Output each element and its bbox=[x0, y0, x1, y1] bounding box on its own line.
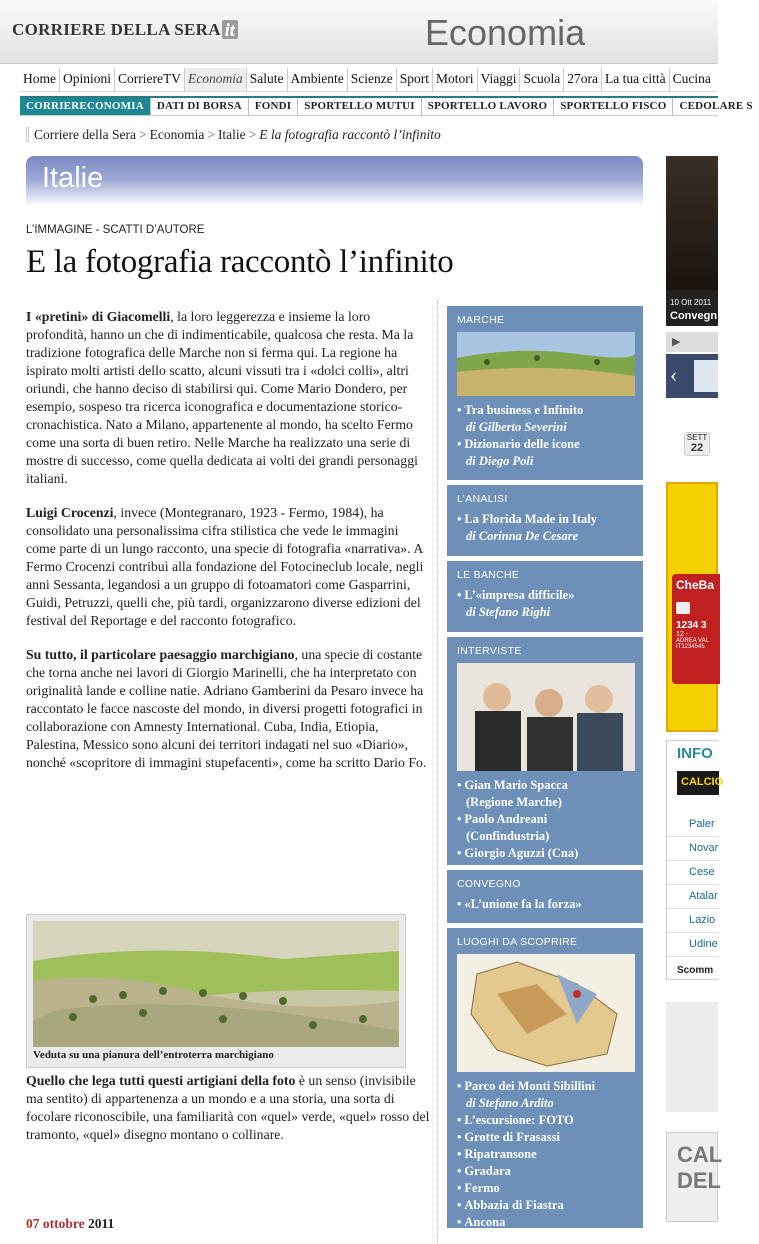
box-title: L’ANALISI bbox=[457, 493, 508, 505]
paragraph-2 bbox=[26, 504, 431, 630]
calcio-tab[interactable]: CALCIO bbox=[677, 771, 719, 795]
breadcrumb-economia[interactable]: Economia bbox=[149, 127, 205, 142]
lead-bold: Su tutto, il particolare paesaggio marchigiano bbox=[26, 647, 295, 662]
article-photo bbox=[26, 914, 406, 1068]
box-title: LE BANCHE bbox=[457, 569, 520, 581]
sidebar-box-interviste bbox=[447, 637, 643, 865]
breadcrumb-current: E la fotografia raccontò l’infinito bbox=[259, 127, 441, 142]
bullet: • bbox=[457, 437, 462, 451]
teams-list bbox=[667, 813, 719, 957]
nav-item-ambiente[interactable]: Ambiente bbox=[287, 68, 347, 91]
team-row[interactable]: Lazio bbox=[667, 909, 719, 933]
sidebar-link[interactable] bbox=[457, 1112, 633, 1129]
link-label: Tra business e Infinito bbox=[464, 403, 584, 417]
link-author[interactable]: di Stefano Ardito bbox=[466, 1096, 554, 1110]
lead-bold: Luigi Crocenzi bbox=[26, 505, 114, 520]
article-body bbox=[26, 308, 431, 788]
link-label: L’escursione: FOTO bbox=[464, 1113, 574, 1127]
landscape-image bbox=[33, 921, 399, 1047]
box-title: MARCHE bbox=[457, 314, 505, 326]
breadcrumb-italie[interactable]: Italie bbox=[217, 127, 246, 142]
banner-text-2: DEL bbox=[677, 1168, 721, 1193]
banner-title: Italie bbox=[42, 162, 104, 194]
banner-text-1: CAL bbox=[677, 1142, 723, 1167]
sidebar-box-convegno bbox=[447, 870, 643, 923]
paragraph-text: , invece (Montegranaro, 1923 - Fermo, 1984), ha consolidato una personalissima cifra stilistica che vede le immagini come parte di un lungo racconto, una specie di fotografia «narrativa». A Fermo Crocenzi contribuì alla fondazione del Fotocineclub locale, negli anni Sessanta, legandosi a un gruppo di fotoamatori come Gasparrini, Guidi, Petruzzi, quelli che, più tardi, organizzarono diverse edizioni del festival del Reportage e del racconto fotografico. bbox=[26, 505, 424, 628]
link-label: Gradara bbox=[464, 1164, 511, 1178]
link-label: Fermo bbox=[464, 1181, 500, 1195]
sidebar-link[interactable] bbox=[457, 1163, 633, 1180]
team-row[interactable]: Novar bbox=[667, 837, 719, 861]
lead-bold: Quello che lega tutti questi artigiani della foto bbox=[26, 1073, 296, 1088]
sidebar-link[interactable] bbox=[457, 1078, 633, 1095]
sidebar-link[interactable] bbox=[457, 1129, 633, 1146]
sidebar-box-luoghi bbox=[447, 928, 643, 1228]
sidebar-link[interactable] bbox=[457, 587, 633, 604]
link-label: La Florida Made in Italy bbox=[464, 512, 598, 526]
main-nav bbox=[20, 68, 718, 92]
team-row[interactable]: Udine bbox=[667, 933, 719, 957]
subnav-item-fondi[interactable]: FONDI bbox=[248, 98, 297, 115]
link-label: Gian Mario Spacca bbox=[464, 778, 568, 792]
breadcrumb-separator: > bbox=[207, 127, 215, 142]
marche-landscape-image[interactable] bbox=[457, 332, 635, 396]
paragraph-text: è un senso (invisibile ma sentito) di appartenenza a un mondo e a una storia, una sorta di focolare riconoscibile, una familiarità con «quel» verde, «quel» rosso del tramonto, «quel» disegno montano o collinare. bbox=[26, 1073, 430, 1142]
link-author[interactable]: di Stefano Righi bbox=[466, 605, 551, 619]
chip-icon bbox=[676, 602, 690, 614]
bullet: • bbox=[457, 1113, 462, 1127]
link-label: Giorgio Aguzzi (Cna) bbox=[464, 846, 579, 860]
bullet: • bbox=[457, 403, 462, 417]
nav-item-viaggi[interactable]: Viaggi bbox=[477, 68, 520, 91]
link-label: Ripatransone bbox=[464, 1147, 537, 1161]
card-title: CheBa bbox=[676, 578, 715, 592]
breadcrumb bbox=[26, 127, 441, 143]
nav-item-la-tua-citt-[interactable]: La tua città bbox=[601, 68, 669, 91]
sidebar-link[interactable] bbox=[457, 811, 633, 828]
box-title: INTERVISTE bbox=[457, 645, 522, 657]
link-label: «L’unione fa la forza» bbox=[464, 897, 582, 911]
subnav-item-sportello-mutui[interactable]: SPORTELLO MUTUI bbox=[297, 98, 421, 115]
scommesse-link[interactable]: Scomm bbox=[677, 965, 714, 976]
sidebar-link[interactable] bbox=[457, 777, 633, 794]
article-headline: E la fotografia raccontò l’infinito bbox=[26, 244, 454, 280]
corriere-logo[interactable]: CORRIERE DELLA SERA it bbox=[12, 20, 238, 40]
sidebar-link[interactable] bbox=[457, 511, 633, 528]
sub-nav bbox=[20, 96, 753, 116]
bullet: • bbox=[457, 1147, 462, 1161]
sidebar-link[interactable] bbox=[457, 845, 633, 862]
ad-placeholder bbox=[666, 1002, 718, 1112]
sidebar-link[interactable] bbox=[457, 1146, 633, 1163]
nav-item-27ora[interactable]: 27ora bbox=[563, 68, 601, 91]
bullet: • bbox=[457, 897, 462, 911]
paragraph-text: , la loro leggerezza e insieme la loro profondità, hanno un che di indimenticabile, qualcosa che resta. Ma la tradizione fotografica delle Marche non si ferma qui. La regione ha ispirato molti artisti dello scatto, alcuni vissuti tra i «dolci colli», altri oriundi, che hanno deciso di stabilirsi qui. Come Mario Dondero, per esempio, sospeso tra ricerca iconografica e documentazione storico-cronachistica. Nato a Milano, appartenente al mondo, ha scelto Fermo come una sorta di buen retiro. Nelle Marche ha realizzato una serie di mostre di successo, come quella dedicata ai volti dei grandi personaggi italiani. bbox=[26, 309, 418, 486]
nav-item-salute[interactable]: Salute bbox=[246, 68, 287, 91]
lead-bold: I «pretini» di Giacomelli bbox=[26, 309, 171, 324]
nav-item-cucina[interactable]: Cucina bbox=[669, 68, 714, 91]
bullet: • bbox=[457, 1198, 462, 1212]
team-row[interactable]: Paler bbox=[667, 813, 719, 837]
subnav-item-cedolare-s[interactable]: CEDOLARE S bbox=[672, 98, 758, 115]
bullet: • bbox=[457, 588, 462, 602]
carousel[interactable] bbox=[666, 354, 718, 398]
link-org[interactable]: (Regione Marche) bbox=[466, 795, 562, 809]
cal-day: 22 bbox=[690, 442, 704, 454]
cal-del-banner[interactable] bbox=[666, 1132, 723, 1222]
sidebar-link[interactable] bbox=[457, 1197, 633, 1214]
link-label: L’«impresa difficile» bbox=[464, 588, 575, 602]
bullet: • bbox=[457, 1215, 462, 1229]
sidebar-link[interactable] bbox=[457, 402, 633, 419]
nav-item-home[interactable]: Home bbox=[23, 71, 56, 86]
link-label: Ancona bbox=[464, 1215, 506, 1229]
link-label: Dizionario delle icone bbox=[464, 437, 580, 451]
article-kicker: L’IMMAGINE - SCATTI D’AUTORE bbox=[26, 224, 205, 236]
nav-item-scienze[interactable]: Scienze bbox=[347, 68, 396, 91]
team-row[interactable]: Atalar bbox=[667, 885, 719, 909]
right-rail bbox=[666, 156, 724, 1244]
sidebar-box-analisi bbox=[447, 485, 643, 556]
play-icon[interactable]: ▶ bbox=[672, 336, 681, 348]
nav-item-motori[interactable]: Motori bbox=[432, 68, 477, 91]
interview-photo[interactable] bbox=[457, 663, 635, 771]
sidebar-link[interactable] bbox=[457, 1180, 633, 1197]
link-label: Grotte di Frasassi bbox=[464, 1130, 560, 1144]
video-controls[interactable] bbox=[666, 332, 718, 352]
link-label: Paolo Andreani bbox=[464, 812, 548, 826]
box-title: CONVEGNO bbox=[457, 878, 521, 890]
card-expiry: 12 - bbox=[676, 631, 689, 638]
nav-item-opinioni[interactable]: Opinioni bbox=[59, 68, 114, 91]
subnav-item-corriereconomia[interactable]: CORRIERECONOMIA bbox=[20, 98, 150, 115]
bullet: • bbox=[457, 1164, 462, 1178]
advert[interactable] bbox=[666, 482, 718, 732]
card-code: IT1234545 bbox=[676, 644, 705, 650]
sidebar-box-banche bbox=[447, 561, 643, 632]
paragraph-1 bbox=[26, 308, 431, 488]
sidebar-link[interactable] bbox=[457, 1214, 633, 1231]
nav-item-economia[interactable]: Economia bbox=[184, 68, 246, 91]
info-title: INFO bbox=[677, 745, 713, 762]
bullet: • bbox=[457, 1181, 462, 1195]
subnav-item-sportello-lavoro[interactable]: SPORTELLO LAVORO bbox=[421, 98, 553, 115]
video-title: Convegn bbox=[670, 310, 718, 322]
paragraph-text: , una specie di costante che torna anche nei lavori di Giorgio Marinelli, che ha interpretato con originalità lande e colline natie. Adriano Gamberini da Pesaro invece ha raccontato le facce nascoste del mondo, in diversi progetti fotografici in collaborazione con Amnesty International. Cuba, India, Etiopia, Palestina, Messico sono alcuni dei territori indagati nel suo «Diario», nonché «scopritore di immagini stupefacenti», come ha scritto Dario Fo. bbox=[26, 647, 427, 770]
article-body-continued bbox=[26, 1072, 431, 1144]
section-title: Economia bbox=[425, 12, 586, 53]
subnav-item-dati-di-borsa[interactable]: DATI DI BORSA bbox=[150, 98, 248, 115]
date-year: 2011 bbox=[88, 1216, 115, 1231]
video-player[interactable] bbox=[666, 156, 718, 326]
chevron-left-icon[interactable]: ‹ bbox=[670, 362, 678, 387]
article-date bbox=[26, 1216, 114, 1232]
marche-map-image[interactable] bbox=[457, 954, 635, 1072]
subnav-item-sportello-fisco[interactable]: SPORTELLO FISCO bbox=[553, 98, 672, 115]
team-row[interactable]: Cese bbox=[667, 861, 719, 885]
bullet: • bbox=[457, 812, 462, 826]
link-label: Parco dei Monti Sibillini bbox=[464, 1079, 596, 1093]
paragraph-4 bbox=[26, 1072, 431, 1144]
card-name: ADREA VAL bbox=[676, 638, 709, 644]
link-label: Abbazia di Fiastra bbox=[464, 1198, 564, 1212]
date-day: 07 ottobre bbox=[26, 1216, 85, 1231]
breadcrumb-separator: > bbox=[248, 127, 257, 142]
cal-month: SETT bbox=[686, 433, 708, 442]
box-title: LUOGHI DA SCOPRIRE bbox=[457, 936, 578, 948]
sports-widget bbox=[666, 740, 724, 980]
bullet: • bbox=[457, 1130, 462, 1144]
breadcrumb-home[interactable]: Corriere della Sera bbox=[34, 127, 136, 142]
photo-caption: Veduta su una pianura dell’entroterra marchigiano bbox=[33, 1049, 274, 1061]
column-divider bbox=[437, 300, 438, 1244]
paragraph-3 bbox=[26, 646, 431, 772]
video-date: 10 Ott 2011 bbox=[670, 298, 712, 307]
link-author[interactable]: di Diego Poli bbox=[466, 454, 534, 468]
sidebar-link[interactable] bbox=[457, 436, 633, 453]
nav-item-corrieretv[interactable]: CorriereTV bbox=[114, 68, 184, 91]
nav-item-scuola[interactable]: Scuola bbox=[519, 68, 563, 91]
bullet: • bbox=[457, 512, 462, 526]
masthead bbox=[0, 0, 718, 64]
italie-banner bbox=[26, 156, 643, 206]
bullet: • bbox=[457, 846, 462, 860]
link-org[interactable]: (Confindustria) bbox=[466, 829, 550, 843]
breadcrumb-separator: > bbox=[138, 127, 147, 142]
card-number: 1234 3 bbox=[676, 620, 707, 631]
link-author[interactable]: di Gilberto Severini bbox=[466, 420, 567, 434]
bullet: • bbox=[457, 1079, 462, 1093]
sidebar-link[interactable] bbox=[457, 896, 633, 913]
bullet: • bbox=[457, 778, 462, 792]
link-author[interactable]: di Corinna De Cesare bbox=[466, 529, 579, 543]
calendar-icon[interactable] bbox=[684, 432, 710, 456]
nav-item-sport[interactable]: Sport bbox=[396, 68, 432, 91]
sidebar-box-marche bbox=[447, 306, 643, 480]
sidebar bbox=[447, 306, 643, 1233]
